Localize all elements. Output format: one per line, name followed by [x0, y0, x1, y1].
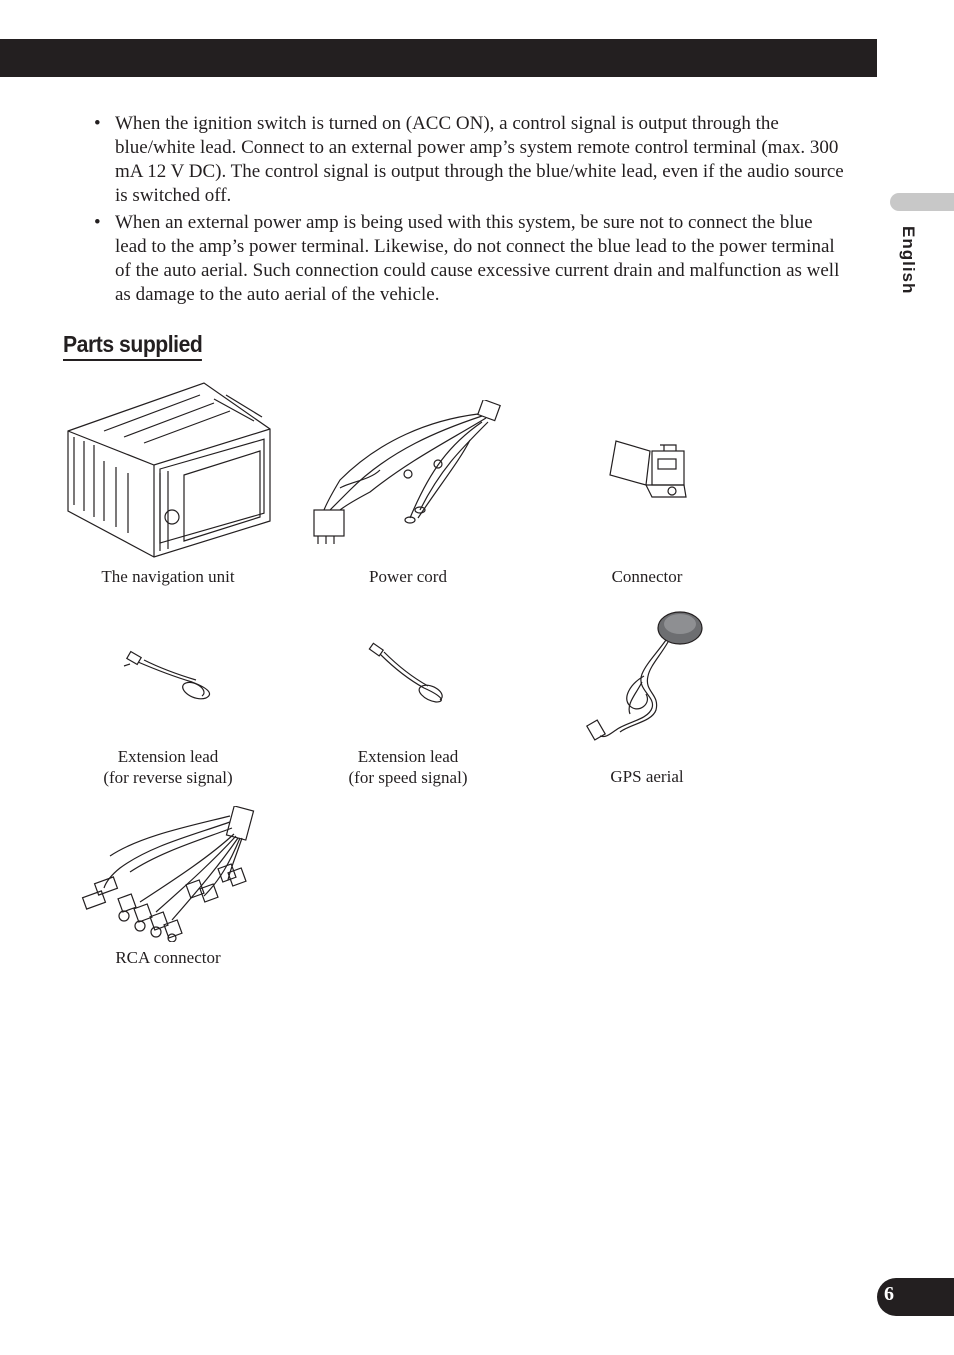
- language-tab: [890, 193, 954, 211]
- caption-ext-speed-line1: Extension lead: [357, 747, 459, 766]
- caption-gps-aerial: GPS aerial: [610, 767, 684, 786]
- rca-connector-illustration: [80, 806, 258, 942]
- note-power-amp: • When an external power amp is being used with this system, be sure not to connect the blue lead to the amp’s power terminal. Likewise, do not connect the blue lead to the power terminal of the auto aerial. Such connection could cause excessive current drain and malfunction as well as damage to the auto aerial of the vehicle.: [92, 211, 844, 307]
- gps-aerial-illustration: [586, 604, 706, 744]
- caption-ext-reverse-line2: (for reverse signal): [103, 768, 233, 787]
- caption-ext-speed: [288, 746, 528, 788]
- notes-list: [92, 112, 844, 310]
- extension-lead-reverse-illustration: [122, 646, 216, 702]
- connector-illustration: [606, 439, 690, 503]
- caption-connector: Connector: [611, 567, 683, 586]
- extension-lead-speed-illustration: [366, 642, 450, 704]
- note-acc-on: • When the ignition switch is turned on (ACC ON), a control signal is output through the blue/white lead. Connect to an external power amp’s system remote control terminal (max. 300 mA 12 V DC). The control signal is output through the blue/white lead, even if the audio source is switched off.: [92, 112, 844, 208]
- caption-rca-connector: RCA connector: [115, 948, 221, 967]
- caption-ext-reverse: [48, 746, 288, 788]
- navigation-unit-illustration: [64, 381, 274, 563]
- power-cord-illustration: [310, 400, 505, 546]
- caption-navigation-unit: The navigation unit: [101, 567, 235, 586]
- caption-power-cord: Power cord: [369, 567, 447, 586]
- header-bar: [0, 39, 877, 77]
- page-number: 6: [884, 1283, 894, 1305]
- caption-ext-speed-line2: (for speed signal): [348, 768, 468, 787]
- caption-ext-reverse-line1: Extension lead: [117, 747, 219, 766]
- section-title: Parts supplied: [63, 331, 202, 361]
- language-label: English: [899, 226, 918, 295]
